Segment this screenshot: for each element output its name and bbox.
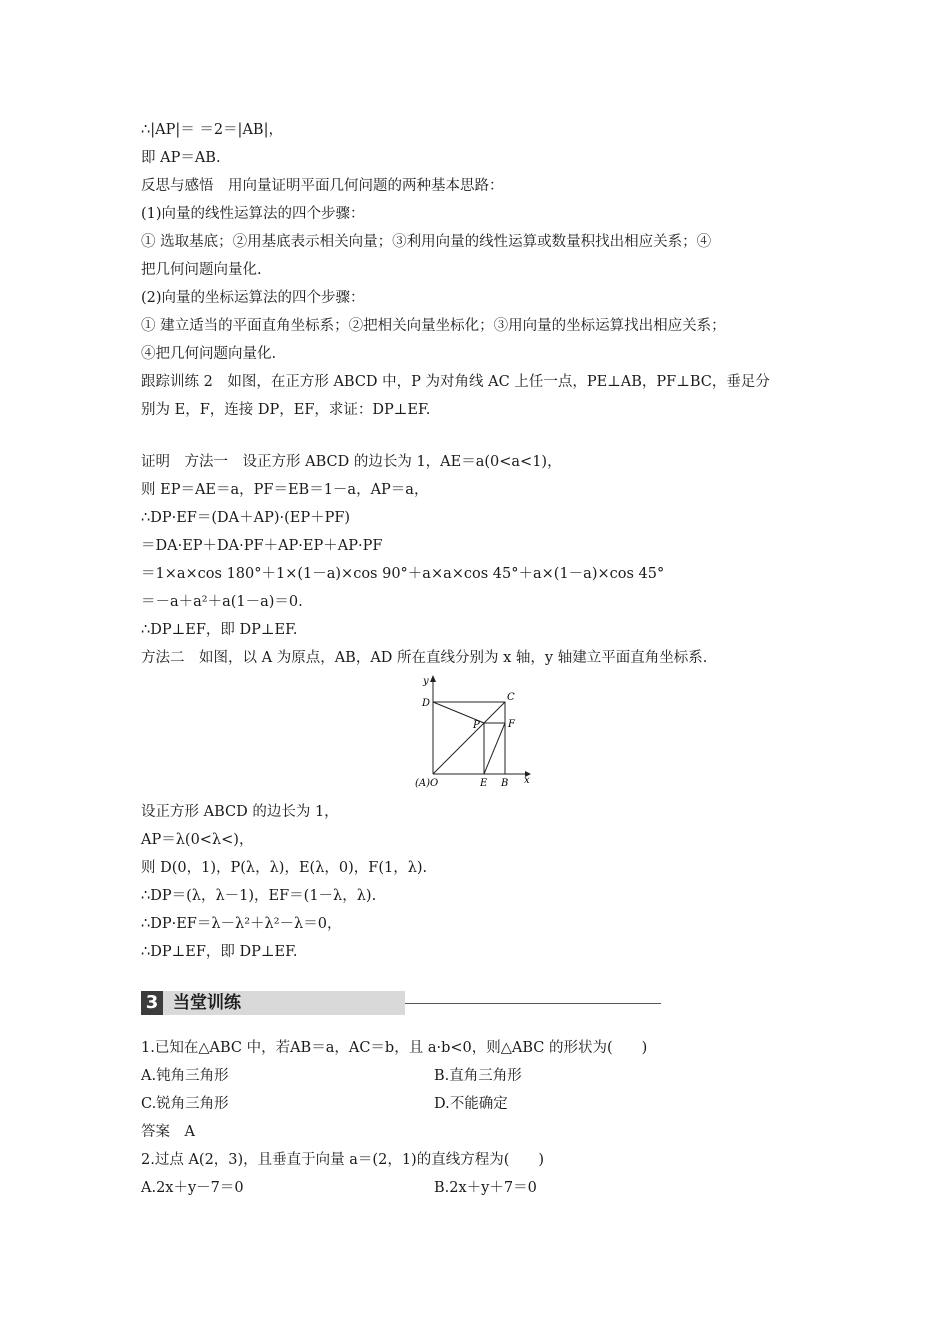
- segment-ef: [484, 723, 505, 774]
- text-line: ＝DA·EP＋DA·PF＋AP·EP＋AP·PF: [141, 538, 383, 554]
- label-f: F: [508, 719, 515, 730]
- choice-option: D.不能确定: [434, 1096, 508, 1112]
- text-line: ∴DP·EF＝(DA＋AP)·(EP＋PF): [141, 510, 351, 526]
- text-line: (1)向量的线性运算法的四个步骤：: [141, 206, 365, 222]
- text-line: ＝－a＋a²＋a(1－a)＝0.: [141, 594, 303, 610]
- text-line: 别为 E，F，连接 DP，EF，求证：DP⊥EF.: [141, 402, 431, 418]
- choice-option: A.钝角三角形: [141, 1068, 229, 1084]
- text-line: ① 建立适当的平面直角坐标系；②把相关向量坐标化；③用向量的坐标运算找出相应关系；: [141, 318, 726, 334]
- text-line: 1.已知在△ABC 中，若AB＝a，AC＝b，且 a·b<0，则△ABC 的形状为( ): [141, 1040, 648, 1056]
- text-line: AP＝λ(0<λ<)，: [141, 832, 254, 848]
- text-line: 反思与感悟 用向量证明平面几何问题的两种基本思路：: [141, 178, 504, 194]
- text-line: ∴DP⊥EF，即 DP⊥EF.: [141, 622, 298, 638]
- text-line: 2.过点 A(2，3)，且垂直于向量 a＝(2，1)的直线方程为( ): [141, 1152, 545, 1168]
- text-line: 答案 A: [141, 1124, 195, 1140]
- label-d: D: [422, 698, 431, 709]
- section-title: 当堂训练: [163, 991, 405, 1015]
- diagonal-ac: [433, 702, 505, 774]
- text-line: 跟踪训练 2 如图，在正方形 ABCD 中，P 为对角线 AC 上任一点，PE⊥AB，PF⊥BC，垂足分: [141, 374, 770, 390]
- label-c: C: [507, 692, 515, 703]
- choice-option: A.2x＋y－7＝0: [141, 1180, 244, 1196]
- label-y: y: [423, 676, 429, 687]
- text-line: ① 选取基底；②用基底表示相关向量；③利用向量的线性运算或数量积找出相应关系；④: [141, 234, 712, 250]
- section-number: 3: [141, 991, 163, 1015]
- section-heading: [141, 991, 521, 1015]
- text-line: 则 D(0，1)，P(λ，λ)，E(λ，0)，F(1，λ).: [141, 860, 428, 876]
- label-origin: (A)O: [415, 778, 439, 789]
- text-line: 方法二 如图，以 A 为原点，AB，AD 所在直线分别为 x 轴，y 轴建立平面直角坐标系.: [141, 650, 708, 666]
- y-axis-arrow: [430, 675, 436, 682]
- text-line: (2)向量的坐标运算法的四个步骤：: [141, 290, 365, 306]
- text-line: 即 AP＝AB.: [141, 150, 221, 166]
- text-line: 证明 方法一 设正方形 ABCD 的边长为 1，AE＝a(0<a<1)，: [141, 454, 562, 470]
- text-line: ∴DP⊥EF，即 DP⊥EF.: [141, 944, 298, 960]
- text-line: 则 EP＝AE＝a，PF＝EB＝1－a，AP＝a，: [141, 482, 429, 498]
- label-x: x: [524, 775, 530, 786]
- label-b: B: [501, 778, 509, 789]
- text-line: ∴|AP|＝ ＝2＝|AB|，: [141, 122, 283, 138]
- choice-option: B.直角三角形: [434, 1068, 522, 1084]
- choice-option: B.2x＋y＋7＝0: [434, 1180, 537, 1196]
- text-line: 设正方形 ABCD 的边长为 1，: [141, 804, 339, 820]
- text-line: ④把几何问题向量化.: [141, 346, 277, 362]
- text-line: ∴DP·EF＝λ－λ²＋λ²－λ＝0，: [141, 916, 342, 932]
- square-coordinate-figure: [413, 672, 538, 792]
- label-p: P: [473, 720, 480, 731]
- text-line: ∴DP＝(λ，λ－1)，EF＝(1－λ，λ).: [141, 888, 377, 904]
- section-rule: [405, 1003, 661, 1004]
- label-e: E: [480, 778, 488, 789]
- text-line: ＝1×a×cos 180°＋1×(1－a)×cos 90°＋a×a×cos 45°＋a×(1－a)×cos 45°: [141, 566, 665, 582]
- text-line: 把几何问题向量化.: [141, 262, 262, 278]
- choice-option: C.锐角三角形: [141, 1096, 229, 1112]
